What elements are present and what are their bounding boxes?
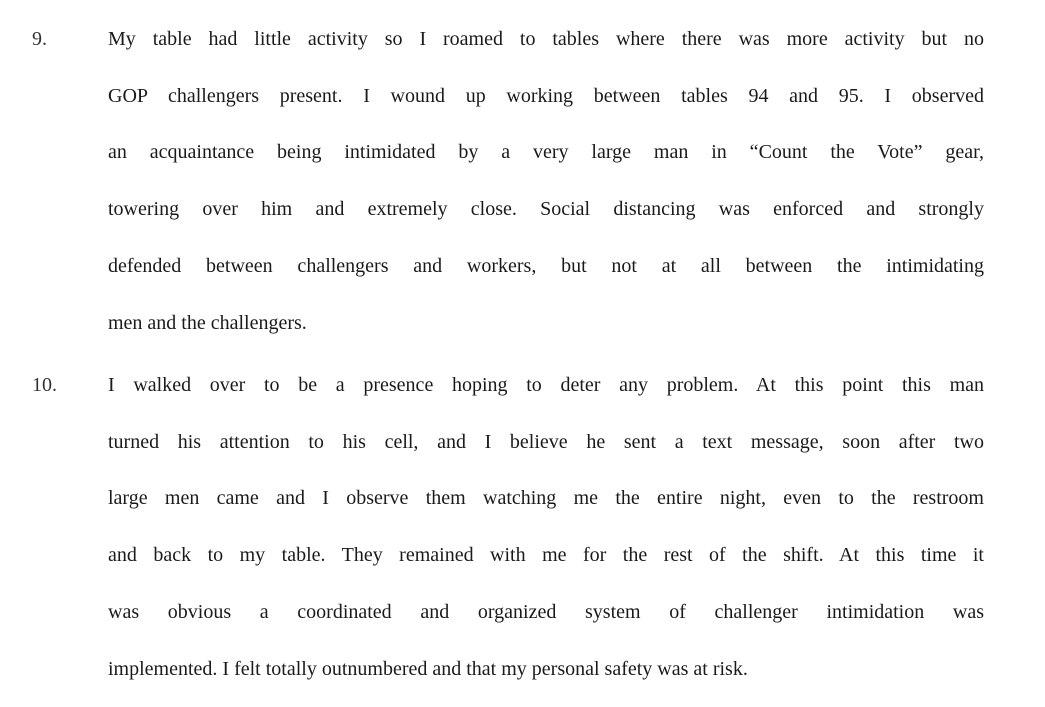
- text-line: was obvious a coordinated and organized system of challenger intimidation was: [108, 600, 984, 623]
- text-line: and back to my table. They remained with me for the rest of the shift. At this time it: [108, 544, 984, 567]
- text-line: large men came and I observe them watching me the entire night, even to the restroom: [108, 487, 984, 510]
- paragraph-text: [108, 357, 984, 697]
- text-line: I walked over to be a presence hoping to deter any problem. At this point this man: [108, 374, 984, 396]
- text-line: towering over him and extremely close. Social distancing was enforced and strongly: [108, 198, 984, 221]
- text-line: an acquaintance being intimidated by a very large man in “Count the Vote” gear,: [108, 141, 984, 164]
- text-line: implemented. I felt totally outnumbered and that my personal safety was at risk.: [108, 657, 748, 680]
- paragraph-text: [108, 11, 984, 351]
- text-line: turned his attention to his cell, and I believe he sent a text message, soon after two: [108, 430, 984, 453]
- text-line: men and the challengers.: [108, 311, 307, 334]
- text-line: defended between challengers and workers, but not at all between the intimidating: [108, 254, 984, 277]
- paragraph-number: 9.: [32, 28, 47, 50]
- text-line: GOP challengers present. I wound up working between tables 94 and 95. I observed: [108, 84, 984, 107]
- paragraph-number: 10.: [32, 374, 57, 396]
- text-line: My table had little activity so I roamed to tables where there was more activity but no: [108, 28, 984, 50]
